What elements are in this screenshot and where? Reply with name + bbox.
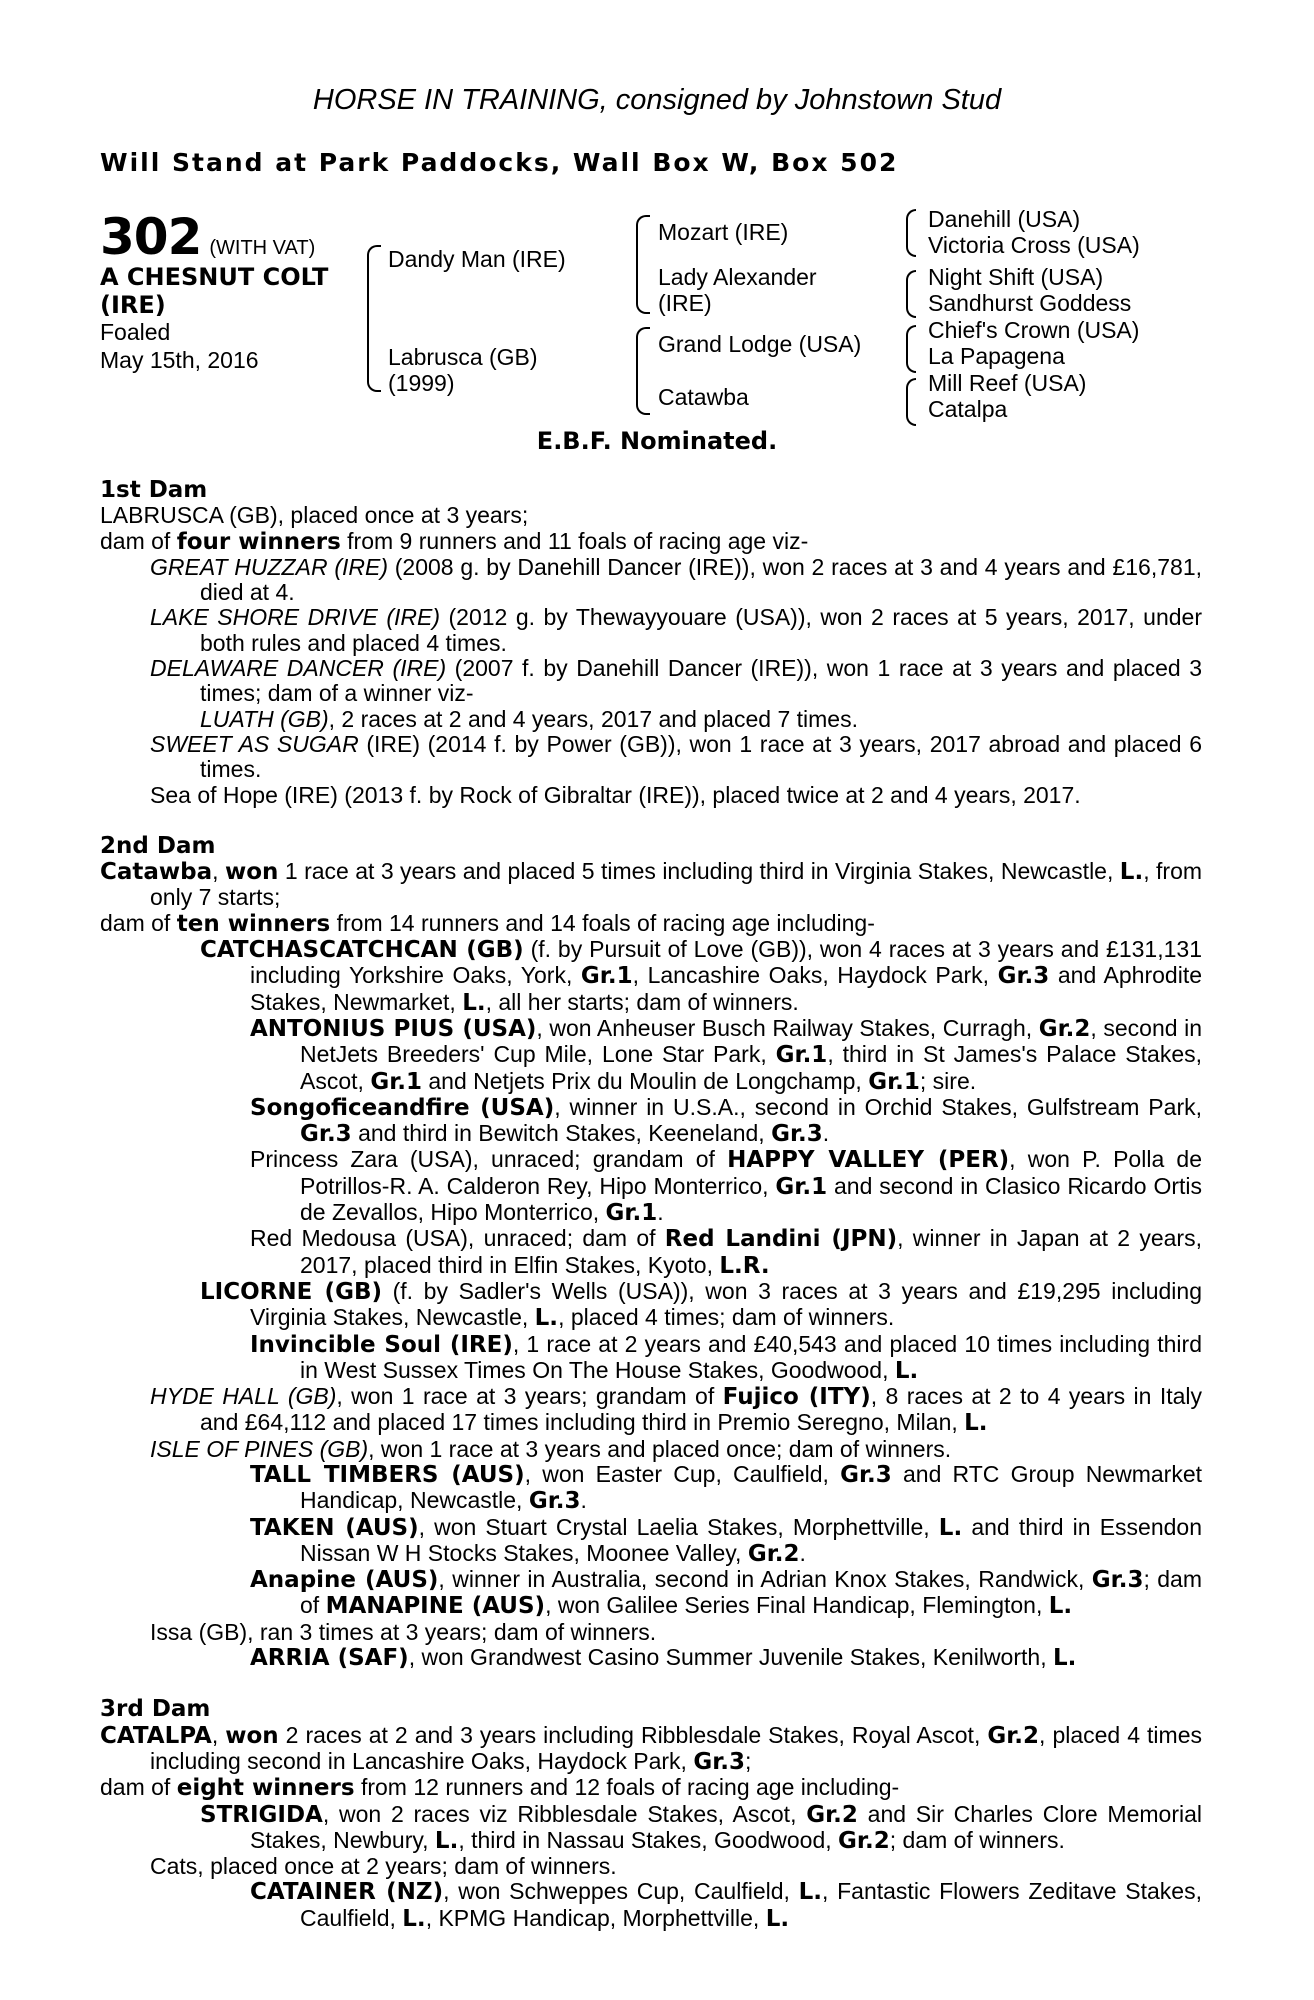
pedigree-notes <box>100 478 1202 1932</box>
produce-entry: ANTONIUS PIUS (USA), won Anheuser Busch Railway Stakes, Curragh, Gr.2, second in NetJets Breeders' Cup Mile, Lone Star Park, Gr.1, third in St James's Palace Stakes, Ascot, Gr.1 and Netjets Prix du Moulin de Longchamp, Gr.1; sire. <box>250 1014 1203 1095</box>
produce-entry: Invincible Soul (IRE), 1 race at 2 years and £40,543 and placed 10 times including third in West Sussex Times On The House Stakes, Goodwood, L. <box>250 1330 1202 1384</box>
produce-entry: CATAINER (NZ), won Schweppes Cup, Caulfield, L., Fantastic Flowers Zeditave Stakes, Caulfield, L., KPMG Handicap, Morphettville, L. <box>250 1878 1202 1932</box>
pedigree-brace-gen1 <box>367 245 381 392</box>
pedigree-brace-dam <box>636 327 650 415</box>
colt-line-2: (IRE) <box>100 291 166 319</box>
pedigree-g7: Mill Reef (USA) <box>928 370 1087 396</box>
lot-heading <box>100 208 315 266</box>
pedigree-sire-dam-country: (IRE) <box>658 290 712 316</box>
third-dam-heading: 3rd Dam <box>100 1696 211 1723</box>
pedigree-brace-g2 <box>906 270 916 318</box>
second-dam-heading: 2nd Dam <box>100 832 216 859</box>
produce-entry: TALL TIMBERS (AUS), won Easter Cup, Caulfield, Gr.3 and RTC Group Newmarket Handicap, Newcastle, Gr.3. <box>250 1460 1202 1515</box>
produce-entry: Red Medousa (USA), unraced; dam of Red Landini (JPN), winner in Japan at 2 years, 2017, placed third in Elfin Stakes, Kyoto, L.R. <box>250 1225 1202 1279</box>
second-dam-produce-line: dam of ten winners from 14 runners and 14 foals of racing age including- <box>100 909 875 937</box>
pedigree-sire-dam: Lady Alexander <box>658 264 817 290</box>
produce-entry: Issa (GB), ran 3 times at 3 years; dam of winners. <box>150 1618 657 1645</box>
pedigree-g5: Chief's Crown (USA) <box>928 317 1140 343</box>
pedigree-g8: Catalpa <box>928 396 1008 422</box>
colt-line-1: A CHESNUT COLT <box>100 263 329 291</box>
pedigree-dam: Labrusca (GB) <box>388 344 538 370</box>
pedigree-sire: Dandy Man (IRE) <box>388 246 566 272</box>
produce-entry: Princess Zara (USA), unraced; grandam of HAPPY VALLEY (PER), won P. Polla de Potrillos-R. A. Calderon Rey, Hipo Monterrico, Gr.1 and second in Clasico Ricardo Ortis de Zevallos, Hipo Monterrico, Gr.1. <box>250 1146 1203 1227</box>
pedigree-g2: Victoria Cross (USA) <box>928 232 1140 258</box>
first-dam-heading: 1st Dam <box>100 477 208 503</box>
stand-location: Will Stand at Park Paddocks, Wall Box W, Box 502 <box>100 148 899 177</box>
pedigree-brace-g1 <box>906 209 916 257</box>
produce-entry: GREAT HUZZAR (IRE) (2008 g. by Danehill Dancer (IRE)), won 2 races at 3 and 4 years and £16,781, died at 4. <box>150 553 1202 606</box>
pedigree-brace-sire <box>636 215 650 314</box>
produce-entry: LUATH (GB), 2 races at 2 and 4 years, 2017 and placed 7 times. <box>200 705 858 732</box>
pedigree-dam-sire: Grand Lodge (USA) <box>658 331 862 357</box>
pedigree-g3: Night Shift (USA) <box>928 264 1104 290</box>
pedigree-brace-g3 <box>906 325 916 373</box>
third-dam-line: CATALPA, won 2 races at 2 and 3 years including Ribblesdale Stakes, Royal Ascot, Gr.2, placed 4 times including second in Lancashire Oaks, Haydock Park, Gr.3; <box>100 1721 1202 1775</box>
third-dam-produce-line: dam of eight winners from 12 runners and 12 foals of racing age including- <box>100 1774 900 1802</box>
produce-entry: DELAWARE DANCER (IRE) (2007 f. by Danehill Dancer (IRE)), won 1 race at 3 years and placed 3 times; dam of a winner viz- <box>150 655 1203 707</box>
produce-entry: LICORNE (GB) (f. by Sadler's Wells (USA)), won 3 races at 3 years and £19,295 including Virginia Stakes, Newcastle, L., placed 4 times; dam of winners. <box>200 1277 1202 1332</box>
pedigree-dam-dam: Catawba <box>658 384 749 410</box>
foaled-label: Foaled <box>100 319 171 345</box>
pedigree-brace-g4 <box>906 378 916 426</box>
produce-entry: Sea of Hope (IRE) (2013 f. by Rock of Gibraltar (IRE)), placed twice at 2 and 4 years, 2017. <box>150 781 1081 808</box>
produce-entry: HYDE HALL (GB), won 1 race at 3 years; grandam of Fujico (ITY), 8 races at 2 to 4 years in Italy and £64,112 and placed 17 times including third in Premio Seregno, Milan, L. <box>150 1383 1203 1437</box>
foaled-date: May 15th, 2016 <box>100 347 259 373</box>
first-dam-produce-line: dam of four winners from 9 runners and 11 foals of racing age viz- <box>100 527 809 555</box>
pedigree-g4: Sandhurst Goddess <box>928 290 1132 316</box>
ebf-nomination: E.B.F. Nominated. <box>536 427 778 455</box>
produce-entry: CATCHASCATCHCAN (GB) (f. by Pursuit of Love (GB)), won 4 races at 3 years and £131,131 including Yorkshire Oaks, York, Gr.1, Lancashire Oaks, Haydock Park, Gr.3 and Aphrodite Stakes, Newmarket, L., all her starts; dam of winners. <box>200 936 1202 1016</box>
produce-entry: SWEET AS SUGAR (IRE) (2014 f. by Power (GB)), won 1 race at 3 years, 2017 abroad and placed 6 times. <box>150 730 1202 783</box>
produce-entry: Cats, placed once at 2 years; dam of winners. <box>150 1853 617 1880</box>
produce-entry: STRIGIDA, won 2 races viz Ribblesdale Stakes, Ascot, Gr.2 and Sir Charles Clore Memorial Stakes, Newbury, L., third in Nassau Stakes, Goodwood, Gr.2; dam of winners. <box>200 1800 1202 1854</box>
pedigree-g1: Danehill (USA) <box>928 206 1081 232</box>
vat-note: (WITH VAT) <box>209 237 316 259</box>
consignment-line: HORSE IN TRAINING, consigned by Johnstown Stud <box>312 84 1002 116</box>
lot-number: 302 <box>100 208 202 266</box>
produce-entry: ISLE OF PINES (GB), won 1 race at 3 years and placed once; dam of winners. <box>150 1435 952 1462</box>
pedigree-dam-year: (1999) <box>388 370 455 396</box>
first-dam-line: LABRUSCA (GB), placed once at 3 years; <box>100 502 529 529</box>
produce-entry: ARRIA (SAF), won Grandwest Casino Summer Juvenile Stakes, Kenilworth, L. <box>250 1644 1077 1672</box>
produce-entry: Anapine (AUS), winner in Australia, second in Adrian Knox Stakes, Randwick, Gr.3; dam of MANAPINE (AUS), won Galilee Series Final Handicap, Flemington, L. <box>250 1566 1203 1620</box>
second-dam-line: Catawba, won 1 race at 3 years and placed 5 times including third in Virginia Stakes, Newcastle, L., from only 7 starts; <box>100 858 1203 911</box>
produce-entry: Songoficeandfire (USA), winner in U.S.A., second in Orchid Stakes, Gulfstream Park, Gr.3 and third in Bewitch Stakes, Keeneland, Gr.3. <box>250 1093 1202 1148</box>
produce-entry: TAKEN (AUS), won Stuart Crystal Laelia Stakes, Morphettville, L. and third in Essendon Nissan W H Stocks Stakes, Moonee Valley, Gr.2. <box>250 1513 1202 1567</box>
foaled-info <box>100 318 259 374</box>
produce-entry: LAKE SHORE DRIVE (IRE) (2012 g. by Thewayyouare (USA)), won 2 races at 5 years, 2017, under both rules and placed 4 times. <box>150 604 1202 656</box>
lot-description <box>100 263 328 319</box>
pedigree-g6: La Papagena <box>928 343 1065 369</box>
pedigree-sire-sire: Mozart (IRE) <box>658 219 789 245</box>
